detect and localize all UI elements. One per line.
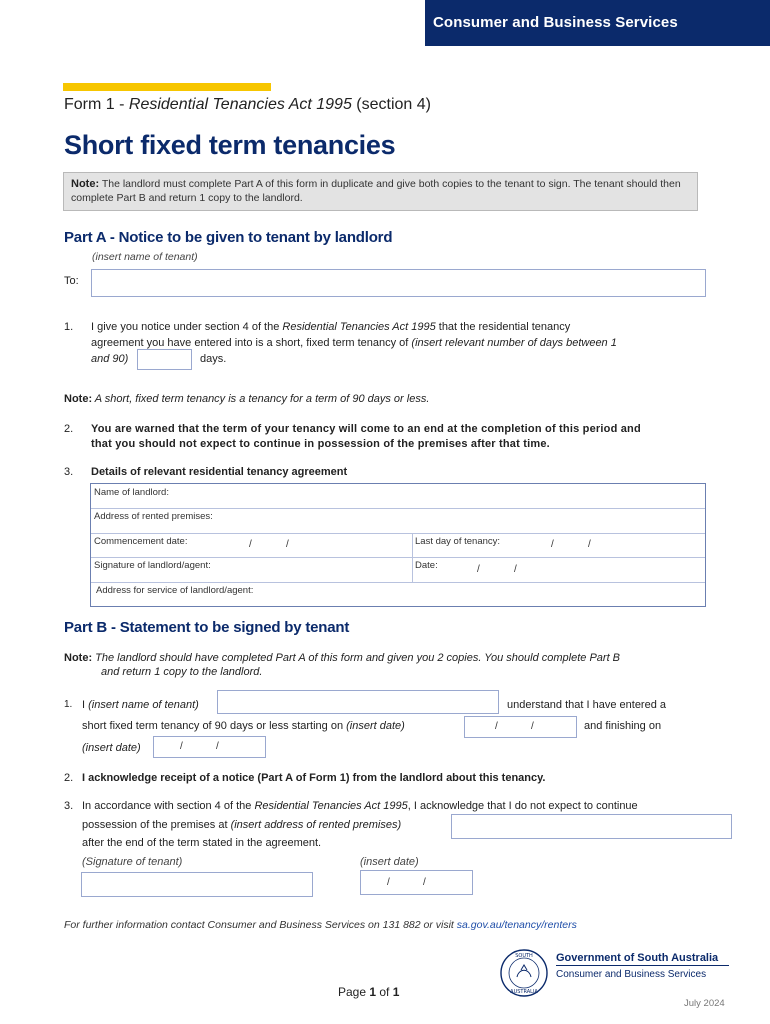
item-number: 2. bbox=[64, 772, 74, 784]
item3-b-line2: possession of the premises at (insert address of rented premises) bbox=[82, 819, 402, 831]
item1-b-line3: (insert date) bbox=[82, 742, 141, 754]
warning-line2: that you should not expect to continue in possession of the premises after that time. bbox=[91, 438, 550, 450]
form-label: Form 1 bbox=[64, 96, 115, 113]
instruction-note bbox=[63, 172, 698, 211]
date-separator: / bbox=[477, 564, 480, 575]
page-number: Page 1 of 1 bbox=[338, 985, 400, 999]
days-field[interactable] bbox=[137, 349, 192, 370]
rented-address-label: Address of rented premises: bbox=[94, 511, 213, 522]
understand-text: understand that I have entered a bbox=[507, 699, 667, 711]
service-address-label: Address for service of landlord/agent: bbox=[96, 585, 254, 596]
date-separator: / bbox=[286, 539, 289, 550]
state-seal-icon bbox=[499, 948, 549, 998]
part-b-heading: Part B - Statement to be signed by tenant bbox=[64, 619, 350, 636]
act-name: Residential Tenancies Act 1995 bbox=[128, 96, 352, 113]
row-divider bbox=[91, 533, 705, 534]
date-separator: / bbox=[551, 539, 554, 550]
banner-title: Consumer and Business Services bbox=[433, 14, 678, 31]
start-date-field[interactable] bbox=[464, 716, 577, 738]
tenant-name-hint: (insert name of tenant) bbox=[92, 251, 198, 263]
commencement-label: Commencement date: bbox=[94, 536, 188, 547]
logo-divider bbox=[556, 965, 729, 966]
date-separator: / bbox=[531, 721, 534, 732]
item1-b-line2: short fixed term tenancy of 90 days or less starting on (insert date) bbox=[82, 720, 405, 732]
date-separator: / bbox=[387, 877, 390, 888]
item-number: 3. bbox=[64, 466, 74, 478]
form-reference: Form 1 - Residential Tenancies Act 1995 (section 4) bbox=[64, 96, 431, 113]
column-divider bbox=[412, 533, 413, 582]
end-date-field[interactable] bbox=[153, 736, 266, 758]
signature-hint: (Signature of tenant) bbox=[82, 856, 183, 868]
item-number: 1. bbox=[64, 321, 74, 333]
last-day-label: Last day of tenancy: bbox=[415, 536, 501, 547]
note-text: The landlord must complete Part A of this form in duplicate and give both copies to the tenant to sign. The tenant should then complete Part B and return 1 copy to the landlord. bbox=[71, 178, 681, 204]
note-label: Note: bbox=[71, 178, 100, 190]
part-a-heading: Part A - Notice to be given to tenant by landlord bbox=[64, 229, 393, 246]
svg-text:SOUTH: SOUTH bbox=[515, 953, 533, 959]
row-divider bbox=[91, 508, 705, 509]
part-b-note-line1: Note: The landlord should have completed Part A of this form and given you 2 copies. You should complete Part B bbox=[64, 652, 621, 664]
days-label: days. bbox=[200, 353, 227, 365]
landlord-name-label: Name of landlord: bbox=[94, 487, 169, 498]
item3-b-line1: In accordance with section 4 of the Residential Tenancies Act 1995, I acknowledge that I do not expect to continue bbox=[82, 800, 638, 812]
gov-logo-line2: Consumer and Business Services bbox=[556, 969, 707, 980]
page-title: Short fixed term tenancies bbox=[64, 130, 396, 160]
acknowledge-receipt: I acknowledge receipt of a notice (Part A of Form 1) from the landlord about this tenancy. bbox=[82, 772, 546, 784]
tenant-signature-field[interactable] bbox=[81, 872, 313, 897]
details-heading: Details of relevant residential tenancy agreement bbox=[91, 466, 348, 478]
publish-date: July 2024 bbox=[684, 998, 725, 1009]
date-separator: / bbox=[423, 877, 426, 888]
date-hint: (insert date) bbox=[360, 856, 419, 868]
finishing-text: and finishing on bbox=[584, 720, 662, 732]
item-number: 1. bbox=[64, 699, 73, 710]
item1-b-line1: I (insert name of tenant) bbox=[82, 699, 199, 711]
item-number: 2. bbox=[64, 423, 74, 435]
gov-logo-line1: Government of South Australia bbox=[556, 952, 719, 964]
tenant-name-field[interactable] bbox=[91, 269, 706, 297]
to-label: To: bbox=[64, 275, 79, 287]
item1-line3: and 90) bbox=[91, 353, 129, 365]
item1-line2: agreement you have entered into is a short, fixed term tenancy of (insert relevant number of days between 1 bbox=[91, 337, 617, 349]
item-number: 3. bbox=[64, 800, 74, 812]
renters-link[interactable]: sa.gov.au/tenancy/renters bbox=[456, 919, 577, 931]
part-b-note-line2: and return 1 copy to the landlord. bbox=[101, 666, 263, 678]
date-separator: / bbox=[495, 721, 498, 732]
date-separator: / bbox=[216, 741, 219, 752]
row-divider bbox=[91, 582, 705, 583]
landlord-signature-label: Signature of landlord/agent: bbox=[94, 560, 211, 571]
header-banner bbox=[425, 0, 770, 46]
part-a-note: Note: A short, fixed term tenancy is a tenancy for a term of 90 days or less. bbox=[64, 393, 430, 405]
date-separator: / bbox=[588, 539, 591, 550]
date-separator: / bbox=[249, 539, 252, 550]
accent-bar bbox=[63, 83, 271, 91]
row-divider bbox=[91, 557, 705, 558]
further-info: For further information contact Consumer and Business Services on 131 882 or visit sa.gov.au/tenancy/renters bbox=[64, 919, 577, 931]
date-separator: / bbox=[514, 564, 517, 575]
signature-date-field[interactable] bbox=[360, 870, 473, 895]
item1-line1: I give you notice under section 4 of the Residential Tenancies Act 1995 that the residential tenancy bbox=[91, 321, 571, 333]
premises-address-field[interactable] bbox=[451, 814, 732, 839]
date-label: Date: bbox=[415, 560, 438, 571]
date-separator: / bbox=[180, 741, 183, 752]
warning-line1: You are warned that the term of your tenancy will come to an end at the completion of this period and bbox=[91, 423, 641, 435]
tenancy-details-table bbox=[90, 483, 706, 607]
svg-text:AUSTRALIA: AUSTRALIA bbox=[510, 989, 538, 995]
item3-b-line3: after the end of the term stated in the agreement. bbox=[82, 837, 322, 849]
tenant-name-input[interactable] bbox=[217, 690, 499, 714]
